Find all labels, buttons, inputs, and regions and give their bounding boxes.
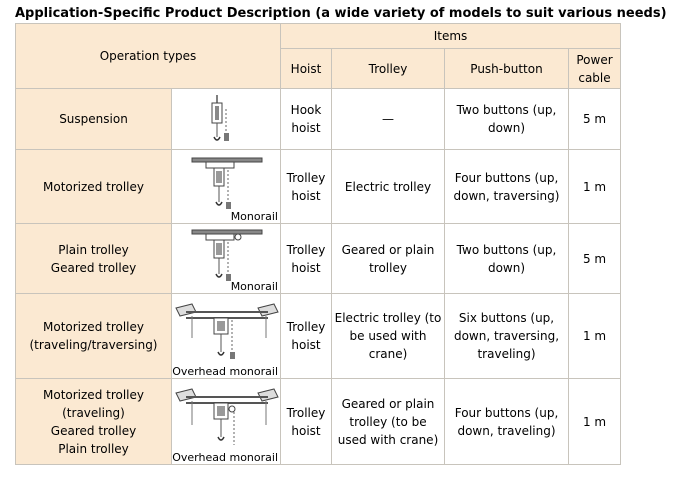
page-title: Application-Specific Product Description (a wide variety of models to suit various needs) (15, 6, 667, 21)
push-button-cell: Two buttons (up, down) (445, 224, 569, 294)
header-items: Items (281, 24, 621, 49)
illustration-caption: Overhead monorail (172, 451, 278, 464)
trolley-cell: Electric trolley (332, 150, 445, 224)
power-cable-cell: 5 m (569, 224, 621, 294)
header-hoist: Hoist (281, 49, 332, 89)
header-push-button: Push-button (445, 49, 569, 89)
hoist-cell: Hook hoist (281, 89, 332, 150)
table-row (16, 224, 621, 294)
table-row (16, 294, 621, 379)
table-row (16, 150, 621, 224)
illustration-caption: Overhead monorail (172, 365, 278, 378)
operation-type: Motorized trolley (16, 150, 172, 224)
trolley-cell: Electric trolley (to be used with crane) (332, 294, 445, 379)
hoist-cell: Trolley hoist (281, 294, 332, 379)
illustration-cell (172, 89, 281, 150)
power-cable-cell: 1 m (569, 150, 621, 224)
table-row (16, 379, 621, 465)
header-operation-types: Operation types (16, 24, 281, 89)
table-row (16, 89, 621, 150)
operation-type: Plain trolley Geared trolley (16, 224, 172, 294)
operation-type: Motorized trolley (traveling) Geared trolley Plain trolley (16, 379, 172, 465)
operation-type: Suspension (16, 89, 172, 150)
illustration-cell (172, 379, 281, 465)
hoist-cell: Trolley hoist (281, 379, 332, 465)
suspension-hoist-icon (172, 89, 281, 150)
product-table (15, 23, 621, 465)
push-button-cell: Four buttons (up, down, traveling) (445, 379, 569, 465)
trolley-cell: — (332, 89, 445, 150)
hoist-cell: Trolley hoist (281, 150, 332, 224)
hoist-cell: Trolley hoist (281, 224, 332, 294)
push-button-cell: Two buttons (up, down) (445, 89, 569, 150)
trolley-cell: Geared or plain trolley (to be used with crane) (332, 379, 445, 465)
push-button-cell: Six buttons (up, down, traversing, traveling) (445, 294, 569, 379)
illustration-caption: Monorail (230, 280, 278, 293)
power-cable-cell: 5 m (569, 89, 621, 150)
operation-type: Motorized trolley (traveling/traversing) (16, 294, 172, 379)
header-power-cable: Power cable (569, 49, 621, 89)
power-cable-cell: 1 m (569, 379, 621, 465)
push-button-cell: Four buttons (up, down, traversing) (445, 150, 569, 224)
illustration-caption: Monorail (230, 210, 278, 223)
header-trolley: Trolley (332, 49, 445, 89)
illustration-cell (172, 224, 281, 294)
trolley-cell: Geared or plain trolley (332, 224, 445, 294)
power-cable-cell: 1 m (569, 294, 621, 379)
illustration-cell (172, 294, 281, 379)
illustration-cell (172, 150, 281, 224)
